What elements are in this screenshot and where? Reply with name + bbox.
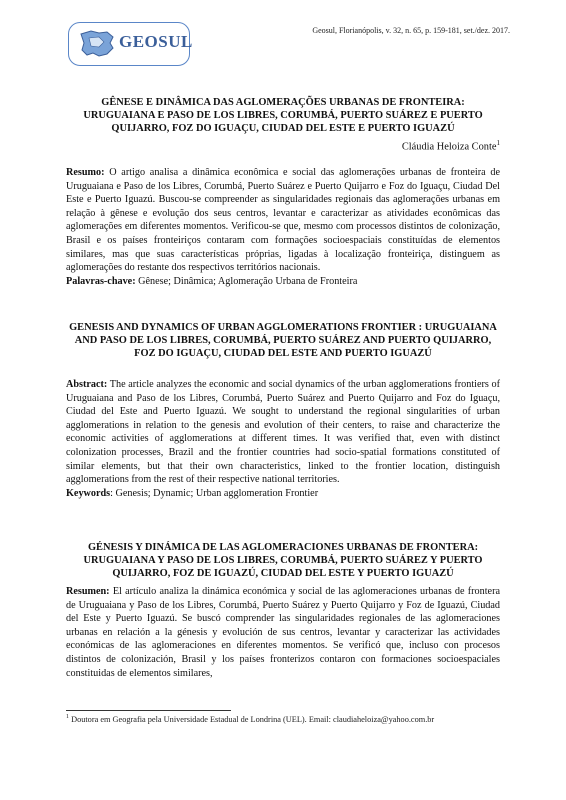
author-name: Cláudia Heloiza Conte <box>401 141 497 153</box>
es-abstract-text: El artículo analiza la dinámica económica y social de las aglomeraciones urbanas de frontera de Uruguaiana y Paso de los Libres, Corumbá, Puerto Suárez y Puerto Quijarro y Foz de Iguazú, Ciudad del Este y Puerto Iguazú. Se buscó comprender las singularidades regionales de las aglomeraciones urbanas en relación a la génesis y evolución de sus centros, levantar y caracterizar las actividades económicas de las aglomeraciones en diferentes momentos. Se verificó que, incluso con procesos distintos de colonización, Brasil y los países fronterizos contaron con formaciones socioespaciales constituidas de elementos similares, <box>66 586 500 679</box>
en-abstract-label: Abstract: <box>66 379 108 390</box>
en-keywords-label: Keywords <box>66 487 111 499</box>
en-abstract <box>66 378 500 487</box>
logo-text: GEOSUL <box>119 32 193 51</box>
journal-reference: Geosul, Florianópolis, v. 32, n. 65, p. 159-181, set./dez. 2017. <box>312 26 510 35</box>
en-abstract-block <box>66 378 500 500</box>
es-abstract <box>66 585 500 680</box>
pt-abstract-label: Resumo: <box>66 167 105 178</box>
footnote-text: Doutora em Geografia pela Universidade Estadual de Londrina (UEL). Email: claudiaheloiza@yahoo.com.br <box>69 714 435 724</box>
footnote-mark: 1 <box>66 714 69 720</box>
author-note-mark: 1 <box>496 139 500 147</box>
pt-title-block <box>66 96 500 135</box>
geosul-logo <box>68 22 193 66</box>
pt-keywords <box>66 275 500 289</box>
en-keywords-text: : Genesis; Dynamic; Urban agglomeration Frontier <box>110 487 319 499</box>
es-abstract-block <box>66 585 500 680</box>
pt-abstract-block <box>66 166 500 288</box>
es-abstract-label: Resumen: <box>66 586 110 597</box>
pt-abstract <box>66 166 500 275</box>
page-header <box>60 18 510 74</box>
es-title-block <box>66 541 500 580</box>
footnote-divider <box>66 710 231 711</box>
footnote <box>66 714 500 724</box>
pt-keywords-label: Palavras-chave: <box>66 275 136 287</box>
author-line <box>66 139 500 152</box>
en-title-block <box>66 321 500 360</box>
pt-title: GÊNESE E DINÂMICA DAS AGLOMERAÇÕES URBANAS DE FRONTEIRA: URUGUAIANA E PASO DE LOS LIBRES, CORUMBÁ, PUERTO SUÁREZ E PUERTO QUIJARRO, FOZ DO IGUAÇU, CIUDAD DEL ESTE E PUERTO IGUAZÚ <box>83 97 483 134</box>
en-abstract-text: The article analyzes the economic and social dynamics of the urban agglomerations frontiers of Uruguaiana and Paso de los Libres, Corumbá, Puerto Suárez and Puerto Quijarro and Foz do Iguaçu, Ciudad del Este and Puerto Iguazú. We sought to understand the regional singularities of urban agglomerations in relation to the genesis and evolution of their centers, to raise and characterize the economic activities of agglomerations at different times. It was verified that, even with distinct colonization processes, Brazil and the frontier countries had socio-spatial formations constituted of similar elements, but that their own characteristics, linked to the frontier location, distinguish agglomerations from the rest of their respective national territories. <box>66 379 500 486</box>
pt-keywords-text: Gênese; Dinâmica; Aglomeração Urbana de Fronteira <box>135 275 358 287</box>
es-title: GÉNESIS Y DINÁMICA DE LAS AGLOMERACIONES URBANAS DE FRONTERA: URUGUAIANA Y PASO DE LOS LIBRES, CORUMBÁ, PUERTO SUÁREZ Y PUERTO QUIJARRO, FOZ DE IGUAZÚ, CIUDAD DEL ESTE Y PUERTO IGUAZÚ <box>83 542 483 579</box>
en-keywords <box>66 487 500 501</box>
map-icon <box>77 28 117 60</box>
pt-abstract-text: O artigo analisa a dinâmica econômica e social das aglomerações urbanas de fronteira de Uruguaiana e Paso de los Libres, Corumbá, Puerto Suárez e Puerto Quijarro e Foz do Iguaçu, Ciudad Del Este e Puerto Iguazú. Buscou-se compreender as singularidades regionais das aglomerações urbanas em relação à gênese e evolução dos seus centros, levantar e caracterizar as atividades econômicas das aglomerações em diferentes momentos. Verificou-se que, mesmo com processos distintos de colonização, Brasil e os países fronteiriços contaram com formações socioespaciais constituídas de elementos similares, mas que suas características próprias, ligadas à localização fronteiriça, distinguem as aglomerações do restante dos respectivos territórios nacionais. <box>66 167 500 274</box>
en-title: GENESIS AND DYNAMICS OF URBAN AGGLOMERATIONS FRONTIER : URUGUAIANA AND PASO DE LOS LIBRES, CORUMBÁ, PUERTO SUÁREZ AND PUERTO QUIJARRO, FOZ DO IGUAÇU, CIUDAD DEL ESTE AND PUERTO IGUAZÚ <box>69 322 497 359</box>
